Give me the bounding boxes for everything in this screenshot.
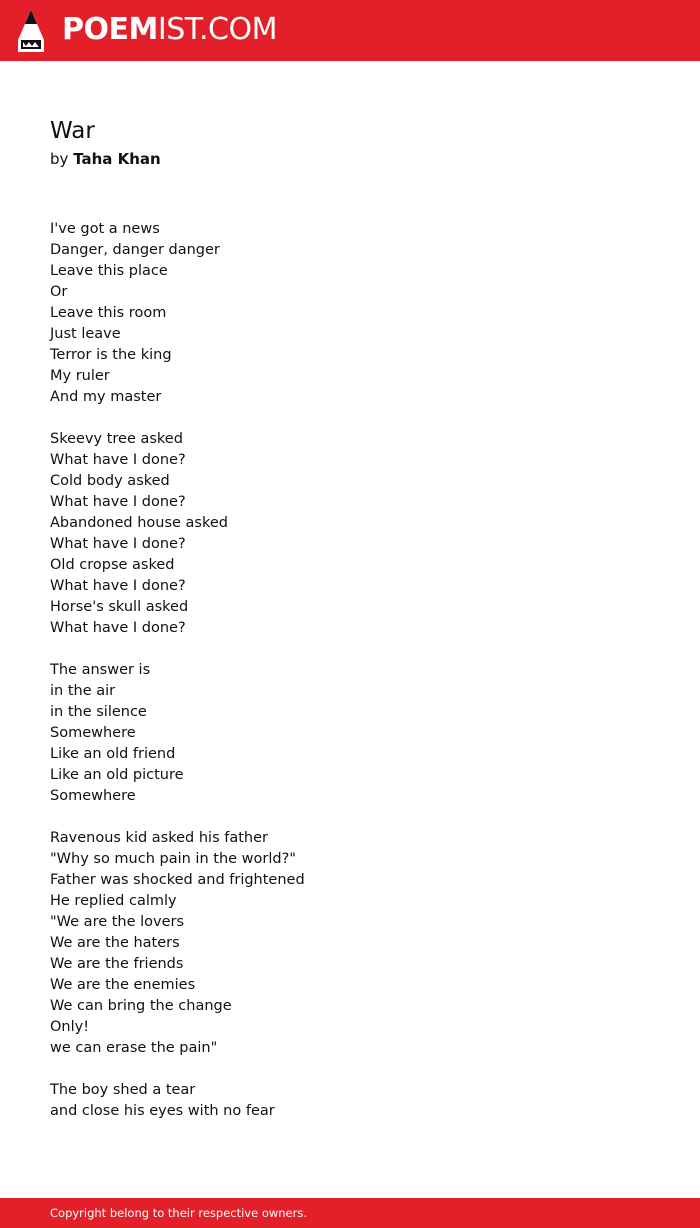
poem-title: War (50, 118, 95, 144)
poem-line: Leave this room (50, 305, 167, 321)
poem-line: Somewhere (50, 788, 136, 804)
stanza (50, 660, 670, 807)
poem-line: Terror is the king (50, 347, 172, 363)
by-label: by (50, 150, 69, 168)
byline (50, 148, 161, 170)
pencil-icon[interactable] (18, 10, 44, 52)
poem-line: What have I done? (50, 452, 186, 468)
poem-line: "Why so much pain in the world?" (50, 851, 296, 867)
poem-line: Father was shocked and frightened (50, 872, 305, 888)
poem-line: Skeevy tree asked (50, 431, 183, 447)
stanza (50, 1080, 670, 1122)
poem-line: Danger, danger danger (50, 242, 220, 258)
poem-line: We are the friends (50, 956, 184, 972)
stanza (50, 219, 670, 408)
poem-line: What have I done? (50, 620, 186, 636)
poem-line: "We are the lovers (50, 914, 185, 930)
copyright-notice: Copyright belong to their respective owners. (50, 1206, 308, 1220)
poem-line: Somewhere (50, 725, 136, 741)
site-footer (0, 1198, 700, 1228)
poem-line: What have I done? (50, 578, 186, 594)
poem-line: Only! (50, 1019, 90, 1035)
poem-line: Leave this place (50, 263, 168, 279)
poem-line: And my master (50, 389, 162, 405)
poem-line: The boy shed a tear (50, 1082, 196, 1098)
poem-line: Just leave (50, 326, 121, 342)
poem-line: Old cropse asked (50, 557, 175, 573)
poem-line: We are the haters (50, 935, 180, 951)
poem-body (50, 219, 670, 1143)
site-header (0, 0, 700, 61)
author-name: Taha Khan (73, 150, 161, 168)
poem-line: in the air (50, 683, 116, 699)
site-logo[interactable] (62, 13, 277, 47)
poem-line: Ravenous kid asked his father (50, 830, 268, 846)
poem-line: Or (50, 284, 68, 300)
logo-light-text: IST.COM (157, 12, 277, 47)
poem-line: Cold body asked (50, 473, 170, 489)
poem-line: My ruler (50, 368, 110, 384)
poem-line: we can erase the pain" (50, 1040, 218, 1056)
poem-line: Abandoned house asked (50, 515, 228, 531)
poem-line: We are the enemies (50, 977, 196, 993)
logo-bold-text: POEM (62, 12, 158, 47)
poem-line: Like an old friend (50, 746, 176, 762)
poem-line: We can bring the change (50, 998, 232, 1014)
poem-line: in the silence (50, 704, 147, 720)
poem-line: The answer is (50, 662, 151, 678)
stanza (50, 828, 670, 1059)
poem-line: Like an old picture (50, 767, 184, 783)
poem-line: I've got a news (50, 221, 160, 237)
poem-line: What have I done? (50, 494, 186, 510)
stanza (50, 429, 670, 639)
poem-line: He replied calmly (50, 893, 177, 909)
poem-line: What have I done? (50, 536, 186, 552)
poem-line: and close his eyes with no fear (50, 1103, 275, 1119)
poem-line: Horse's skull asked (50, 599, 189, 615)
